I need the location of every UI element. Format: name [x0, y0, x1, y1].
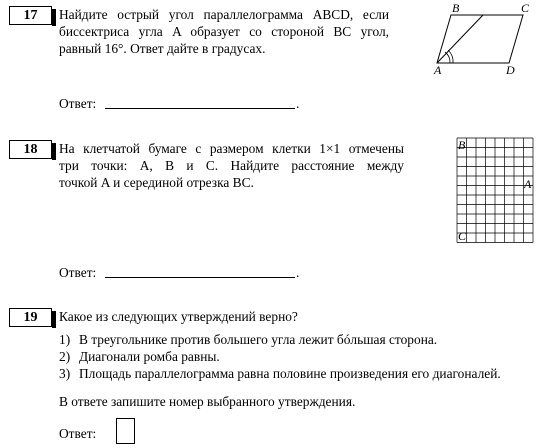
- point-label-b: B: [458, 138, 466, 152]
- task-18-number: 18: [9, 140, 52, 159]
- vertex-label-c: C: [521, 2, 530, 15]
- task-17-line-2: биссектриса угла A образует со стороной BC угол,: [59, 24, 389, 39]
- task-17-answer-label: Ответ:: [59, 96, 97, 111]
- option-1-text: В треугольнике против большего угла лежит бóльшая сторона.: [79, 332, 438, 347]
- task-19-answer-label: Ответ:: [59, 426, 97, 441]
- task-18-line-3: точкой A и серединой отрезка BC.: [59, 175, 254, 190]
- task-19-number: 19: [9, 308, 52, 327]
- vertex-label-d: D: [506, 63, 515, 77]
- task-17-line-3: равный 16°. Ответ дайте в градусах.: [59, 41, 266, 56]
- task-18-answer-field[interactable]: [105, 277, 295, 278]
- option-1-number: 1): [59, 332, 71, 347]
- task-18-line-1: На клетчатой бумаге с размером клетки 1×1 отмечены: [59, 141, 404, 156]
- option-1: [59, 331, 437, 348]
- option-3-text: Площадь параллелограмма равна половине произведения его диагоналей.: [79, 366, 501, 381]
- option-2-text: Диагонали ромба равны.: [79, 349, 220, 364]
- vertex-label-b: B: [452, 2, 460, 15]
- task-18-answer-dot: .: [296, 265, 300, 280]
- option-3: [59, 365, 501, 382]
- parallelogram-figure: [428, 2, 538, 78]
- task-18-line-2: три точки: A, B и C. Найдите расстояние между: [59, 158, 404, 173]
- task-18-answer-label: Ответ:: [59, 265, 97, 280]
- task-17-number: 17: [9, 6, 52, 25]
- task-19-question: Какое из следующих утверждений верно?: [59, 309, 298, 324]
- task-17-line-1: Найдите острый угол параллелограмма ABCD, если: [59, 7, 389, 22]
- task-18-text: [59, 140, 404, 191]
- grid-figure: [456, 137, 536, 245]
- option-3-number: 3): [59, 366, 71, 381]
- grid-lines: [457, 138, 533, 243]
- task-19-instruction: В ответе запишите номер выбранного утверждения.: [59, 394, 356, 409]
- task-19-answer-box[interactable]: [116, 418, 135, 444]
- task-17-answer-field[interactable]: [105, 108, 295, 109]
- task-17-text: [59, 6, 389, 57]
- option-2: [59, 348, 220, 365]
- vertex-label-a: A: [434, 63, 442, 77]
- option-2-number: 2): [59, 349, 71, 364]
- parallelogram-shape: [437, 15, 523, 63]
- point-label-c: C: [458, 229, 467, 243]
- point-label-a: A: [524, 177, 532, 191]
- task-17-answer-dot: .: [296, 96, 300, 111]
